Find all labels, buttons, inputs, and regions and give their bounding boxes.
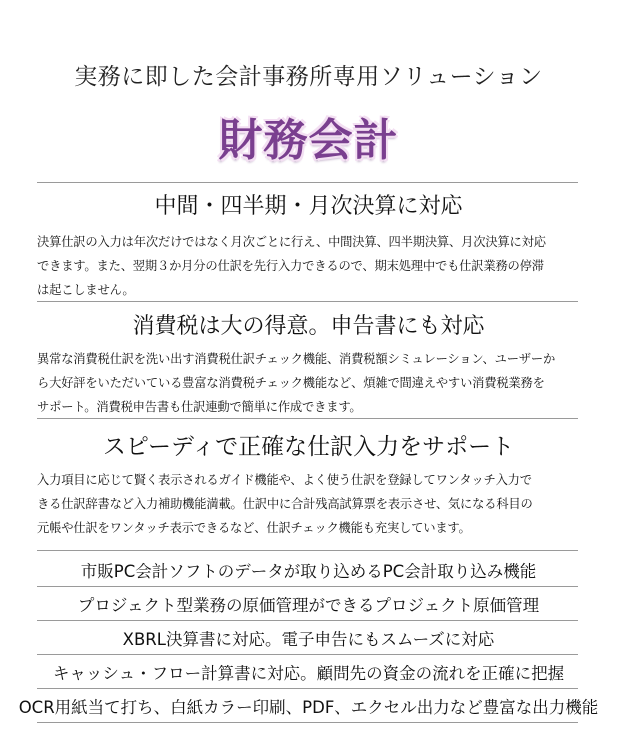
divider — [37, 550, 578, 551]
section-body-consumption-tax — [37, 347, 578, 419]
divider — [37, 688, 578, 689]
body-line: きる仕訳辞書など入力補助機能満載。仕訳中に合計残高試算票を表示させ、気になる科目の — [37, 497, 533, 511]
section-body-journal-entry — [37, 468, 578, 540]
section-heading-interim-settlement: 中間・四半期・月次決算に対応 — [154, 194, 463, 219]
body-line: 入力項目に応じて賢く表示されるガイド機能や、よく使う仕訳を登録してワンタッチ入力で — [37, 473, 532, 487]
divider — [37, 301, 578, 302]
tagline: 実務に即した会計事務所専用ソリューション — [74, 64, 543, 90]
divider — [37, 620, 578, 621]
body-line: ら大好評をいただいている豊富な消費税チェック機能など、煩雑で間違えやすい消費税業務を — [37, 376, 545, 390]
body-line: 決算仕訳の入力は年次だけではなく月次ごとに行え、中間決算、四半期決算、月次決算に対応 — [37, 235, 546, 249]
feature-pc-import: 市販PC会計ソフトのデータが取り込めるPC会計取り込み機能 — [80, 562, 537, 581]
section-heading-journal-entry: スピーディで正確な仕訳入力をサポート — [102, 434, 515, 460]
section-heading-consumption-tax: 消費税は大の得意。申告書にも対応 — [132, 314, 485, 339]
divider — [37, 182, 578, 183]
feature-output: OCR用紙当て打ち、白紙カラー印刷、PDF、エクセル出力など豊富な出力機能 — [18, 698, 599, 717]
divider — [37, 586, 578, 587]
body-line: 元帳や仕訳をワンタッチ表示できるなど、仕訳チェック機能も充実しています。 — [37, 521, 471, 535]
body-line: は起こしません。 — [37, 283, 135, 297]
feature-cash-flow: キャッシュ・フロー計算書に対応。顧問先の資金の流れを正確に把握 — [52, 664, 565, 683]
section-body-interim-settlement — [37, 230, 578, 302]
body-line: できます。また、翌期３か月分の仕訳を先行入力できるので、期末処理中でも仕訳業務の停滞 — [37, 259, 544, 273]
feature-project-costing: プロジェクト型業務の原価管理ができるプロジェクト原価管理 — [77, 596, 540, 615]
divider — [37, 654, 578, 655]
body-line: サポート。消費税申告書も仕訳連動で簡単に作成できます。 — [37, 400, 362, 414]
body-line: 異常な消費税仕訳を洗い出す消費税仕訳チェック機能、消費税額シミュレーション、ユーザーか — [37, 352, 556, 366]
divider — [37, 722, 578, 723]
product-title: 財務会計 — [218, 115, 399, 166]
divider — [37, 418, 578, 419]
feature-xbrl: XBRL決算書に対応。電子申告にもスムーズに対応 — [122, 630, 495, 649]
